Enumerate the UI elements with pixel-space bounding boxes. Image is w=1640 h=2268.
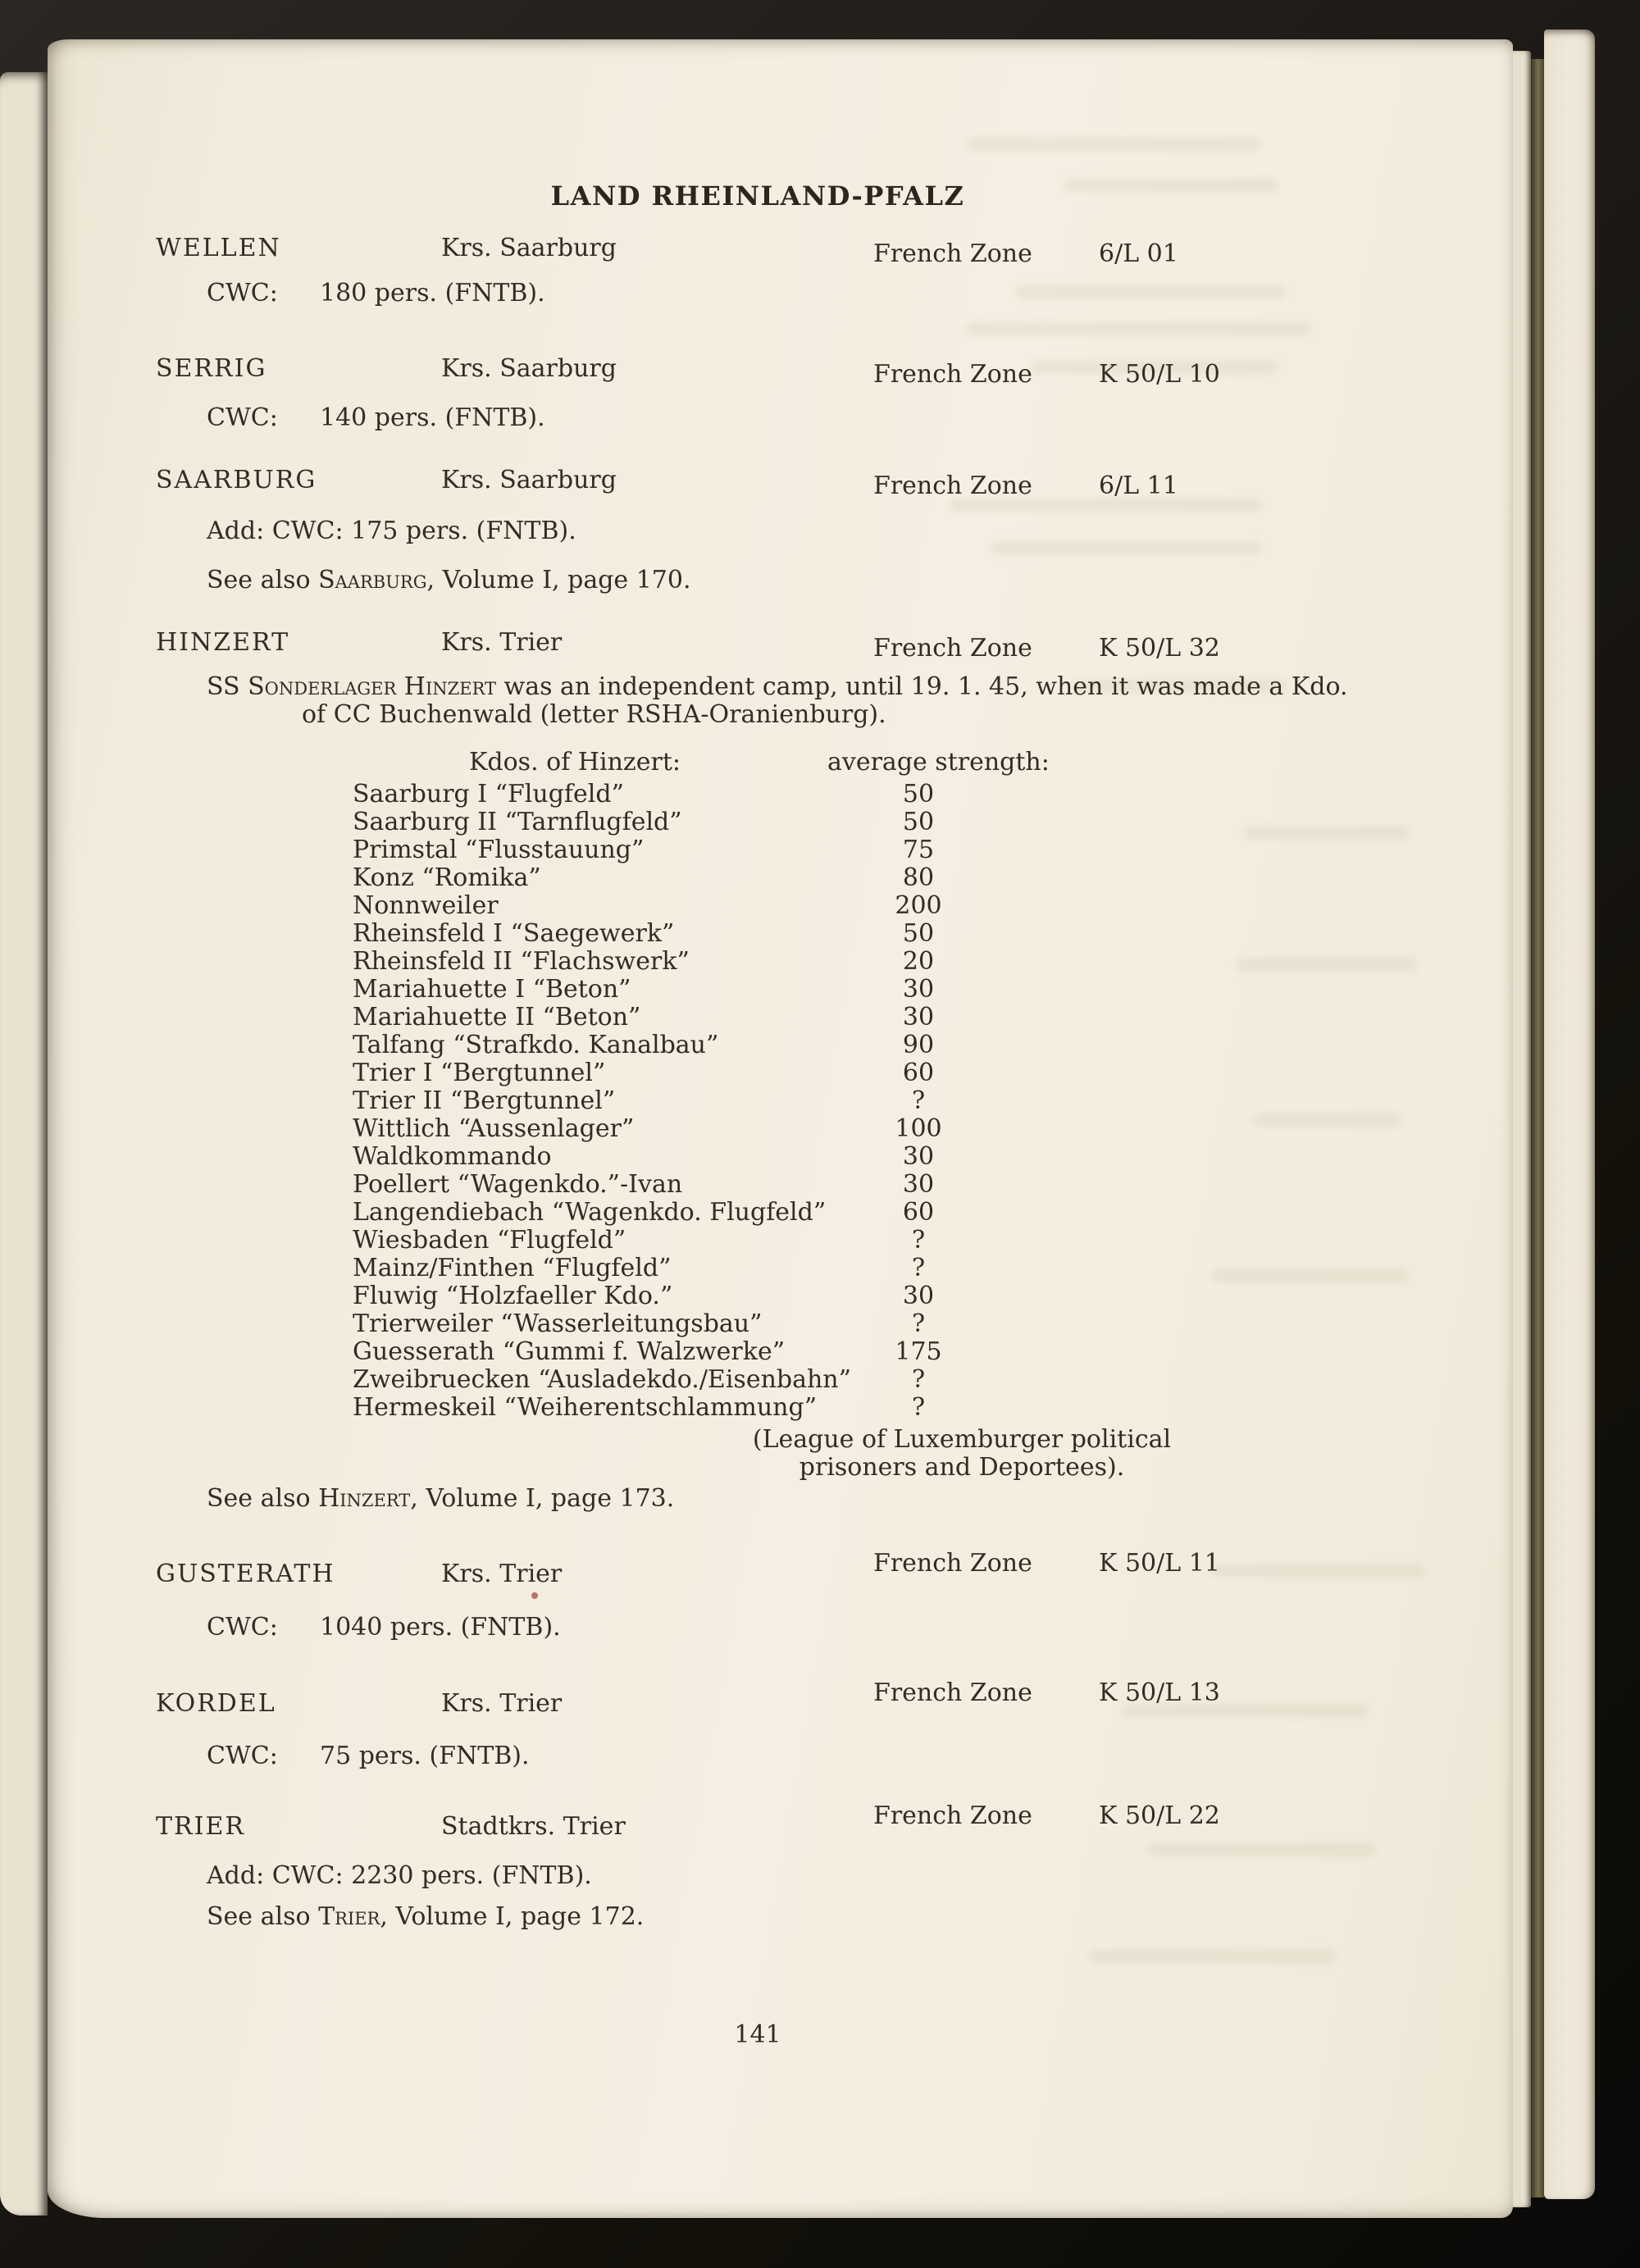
page-title: LAND RHEINLAND-PFALZ [550,180,965,212]
page-stack-shadow [1531,59,1544,2197]
kdo-strength: 50 [902,780,935,808]
entry-row-wellen [48,234,1513,268]
kdo-strength: 30 [902,1282,935,1310]
kdo-label: Guesserath “Gummi f. Walzwerke” [353,1337,786,1366]
kdo-label: Talfang “Strafkdo. Kanalbau” [353,1031,719,1059]
entry-row-gusterath [48,1549,1513,1589]
kdo-row [48,1282,1468,1310]
kdos-header-strength: average strength: [827,748,1050,776]
kdo-row [48,1227,1468,1255]
entry-district: Krs. Trier [441,1689,563,1718]
entry-code: K 50/L 11 [1099,1549,1220,1578]
kdo-label: Primstal “Flusstauung” [353,836,645,864]
kdo-strength: 30 [902,975,935,1004]
kdo-row [48,1087,1468,1115]
see-also-name: Trier [318,1902,380,1931]
entry-add-line: Add: CWC: 2230 pers. (FNTB). [207,1861,592,1890]
book-page [48,39,1513,2218]
entry-cwc-line [48,279,1513,308]
kdo-strength: 75 [902,836,935,864]
kdo-strength: 175 [895,1337,942,1366]
kdo-label: Saarburg II “Tarnflugfeld” [353,808,682,836]
entry-name: TRIER [156,1812,245,1841]
kdo-row [48,1004,1468,1032]
entry-row-trier [48,1801,1513,1842]
hinzert-note-line1 [207,672,1348,702]
cwc-value: 140 pers. (FNTB). [320,403,545,432]
see-also-line [207,1902,644,1932]
kdo-strength: 200 [895,891,942,920]
footnote-line1: (League of Luxemburger political [752,1425,1172,1454]
entry-district: Krs. Saarburg [441,354,617,383]
bleedthrough-ghost-line [966,322,1310,335]
facing-page-edge [0,72,48,2216]
cwc-value: 75 pers. (FNTB). [320,1742,530,1770]
kdo-strength: 30 [902,1170,935,1199]
kdo-label: Poellert “Wagenkdo.”-Ivan [353,1170,683,1199]
kdo-strength: 100 [895,1114,942,1143]
entry-name: WELLEN [156,234,281,262]
see-also-name: Saarburg [318,566,427,594]
entry-name: HINZERT [156,628,290,657]
kdo-label: Saarburg I “Flugfeld” [353,780,624,808]
entry-name: SAARBURG [156,466,317,494]
kdo-row [48,1310,1468,1338]
kdo-label: Mariahuette I “Beton” [353,975,631,1004]
red-ink-speck [531,1592,538,1599]
kdo-row [48,892,1468,920]
entry-district: Krs. Trier [441,1560,563,1588]
hinzert-kdo-list [48,781,1468,1422]
entry-name: SERRIG [156,354,267,383]
kdo-strength: ? [911,1086,926,1115]
kdo-label: Mariahuette II “Beton” [353,1003,641,1032]
kdo-label: Waldkommando [353,1142,552,1171]
entry-district: Krs. Saarburg [441,466,617,494]
kdo-row [48,1171,1468,1199]
kdo-label: Konz “Romika” [353,863,541,892]
kdo-label: Langendiebach “Wagenkdo. Flugfeld” [353,1198,827,1227]
kdo-strength: 30 [902,1142,935,1171]
kdo-strength: 30 [902,1003,935,1032]
kdo-label: Hermeskeil “Weiherentschlammung” [353,1393,818,1422]
kdo-label: Nonnweiler [353,891,499,920]
cwc-value: 180 pers. (FNTB). [320,279,545,307]
entry-zone: French Zone [873,360,1032,389]
see-also-post: , Volume I, page 172. [380,1902,645,1931]
underlying-page-edge [1513,51,1531,2207]
kdo-strength: 60 [902,1198,935,1227]
entry-row-kordel [48,1678,1513,1719]
kdo-row [48,1032,1468,1059]
see-also-name: Hinzert [318,1484,411,1513]
entry-zone: French Zone [873,1549,1032,1578]
bleedthrough-ghost-line [991,541,1261,554]
kdo-label: Fluwig “Holzfaeller Kdo.” [353,1282,673,1310]
kdo-strength: ? [911,1393,926,1422]
hinzert-note-line2: of CC Buchenwald (letter RSHA-Oranienburg). [302,700,886,729]
entry-zone: French Zone [873,1801,1032,1830]
entry-zone: French Zone [873,1678,1032,1707]
page-number: 141 [734,2020,781,2049]
entry-code: 6/L 01 [1099,239,1178,268]
kdo-label: Zweibruecken “Ausladekdo./Eisenbahn” [353,1365,851,1394]
kdo-row [48,836,1468,864]
entry-district: Stadtkrs. Trier [441,1812,626,1841]
kdo-row [48,1115,1468,1143]
entry-code: 6/L 11 [1099,471,1178,500]
entry-cwc-line [48,403,1513,433]
note-post: was an independent camp, until 19. 1. 45, when it was made a Kdo. [496,672,1348,701]
kdo-row [48,864,1468,892]
see-also-post: , Volume I, page 170. [426,566,691,594]
entry-code: K 50/L 32 [1099,634,1220,663]
cwc-label: CWC: [207,1742,278,1770]
entry-name: GUSTERATH [156,1560,335,1588]
see-also-pre: See also [207,566,319,594]
kdo-strength: ? [911,1226,926,1255]
kdo-label: Wittlich “Aussenlager” [353,1114,635,1143]
kdo-label: Trier I “Bergtunnel” [353,1059,606,1087]
kdo-strength: ? [911,1309,926,1338]
entry-row-serrig [48,354,1513,389]
next-page-leaf [1544,30,1595,2199]
kdo-row [48,781,1468,808]
entry-district: Krs. Trier [441,628,563,657]
kdo-label: Rheinsfeld I “Saegewerk” [353,919,675,948]
kdo-row [48,1143,1468,1171]
bleedthrough-ghost-line [966,138,1261,151]
see-also-pre: See also [207,1484,319,1513]
kdo-strength: 60 [902,1059,935,1087]
kdos-header-label: Kdos. of Hinzert: [469,748,681,776]
cwc-value: 1040 pers. (FNTB). [320,1613,561,1642]
kdo-row [48,1366,1468,1394]
kdo-row [48,976,1468,1004]
bleedthrough-ghost-line [1146,1843,1376,1856]
entry-code: K 50/L 13 [1099,1678,1220,1707]
cwc-label: CWC: [207,1613,278,1642]
kdo-strength: 50 [902,808,935,836]
kdo-strength: 90 [902,1031,935,1059]
kdo-row [48,1394,1468,1422]
see-also-line [207,566,691,595]
entry-row-hinzert [48,628,1513,663]
kdo-row [48,948,1468,976]
footnote-line2: prisoners and Deportees). [799,1453,1125,1482]
entry-row-saarburg [48,466,1513,500]
kdo-strength: 20 [902,947,935,976]
entry-cwc-line [48,1613,1513,1642]
kdo-strength: ? [911,1254,926,1282]
see-also-post: , Volume I, page 173. [410,1484,675,1513]
entry-add-line: Add: CWC: 175 pers. (FNTB). [207,517,576,545]
kdo-row [48,1255,1468,1282]
kdo-row [48,808,1468,836]
entry-code: K 50/L 22 [1099,1801,1220,1830]
entry-cwc-line [48,1742,1513,1771]
bleedthrough-ghost-line [1089,1950,1335,1963]
note-pre: SS [207,672,248,701]
kdo-label: Rheinsfeld II “Flachswerk” [353,947,690,976]
kdo-row [48,920,1468,948]
kdo-strength: 50 [902,919,935,948]
kdo-row [48,1199,1468,1227]
entry-zone: French Zone [873,634,1032,663]
entry-zone: French Zone [873,239,1032,268]
entry-code: K 50/L 10 [1099,360,1220,389]
kdo-strength: 80 [902,863,935,892]
kdo-label: Wiesbaden “Flugfeld” [353,1226,626,1255]
kdo-row [48,1059,1468,1087]
kdo-label: Trier II “Bergtunnel” [353,1086,616,1115]
kdo-label: Mainz/Finthen “Flugfeld” [353,1254,672,1282]
see-also-pre: See also [207,1902,319,1931]
kdo-strength: ? [911,1365,926,1394]
cwc-label: CWC: [207,403,278,432]
cwc-label: CWC: [207,279,278,307]
note-smallcaps: Sonderlager Hinzert [248,672,497,701]
entry-zone: French Zone [873,471,1032,500]
kdo-row [48,1338,1468,1366]
entry-name: KORDEL [156,1689,276,1718]
see-also-line [207,1484,674,1514]
kdo-label: Trierweiler “Wasserleitungsbau” [353,1309,763,1338]
entry-district: Krs. Saarburg [441,234,617,262]
